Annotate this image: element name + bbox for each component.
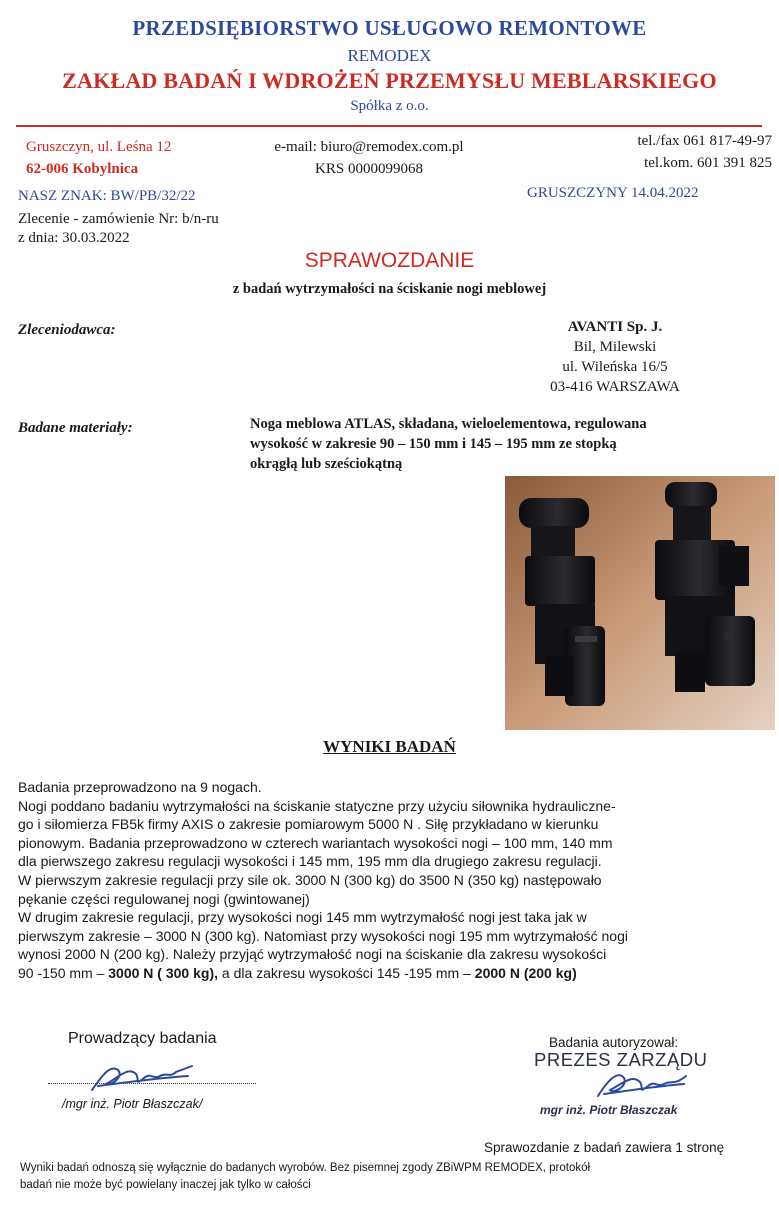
footer-disclaimer [20,1160,770,1194]
results-line: W drugim zakresie regulacji, przy wysokości nogi 145 mm wytrzymałość nogi jest taka jak w [18,909,587,926]
place-date: GRUSZCZYNY 14.04.2022 [527,185,699,201]
conclusion-text: 90 -150 mm – [18,964,109,981]
tester-signature-icon [88,1056,198,1100]
material-line: wysokość w zakresie 90 – 150 mm i 145 – 195 mm ze stopką [250,436,617,452]
division-name: ZAKŁAD BADAŃ I WDROŻEŃ PRZEMYSŁU MEBLARSKIEGO [62,68,717,93]
results-title: WYNIKI BADAŃ [323,737,456,756]
legal-form: Spółka z o.o. [350,98,429,114]
results-body [18,778,768,983]
header-divider [16,125,762,127]
address-city: 62-006 Kobylnica [26,161,139,177]
results-line: pękanie części regulowanej nogi (gwintowanej) [18,890,310,907]
conclusion-text: a dla zakresu wysokości 145 -195 mm – [218,964,475,981]
order-date: z dnia: 30.03.2022 [18,230,130,246]
krs-number: KRS 0000099068 [315,161,423,177]
client-people: Bil, Milewski [573,339,657,355]
results-line: go i siłomierza FB5k firmy AXIS o zakresie pomiarowym 5000 N . Siłę przykładano w kierunku [18,816,599,833]
results-line: Nogi poddano badaniu wytrzymałości na ściskanie statyczne przy użyciu siłownika hydrauliczne- [18,797,616,814]
phone-fax: tel./fax 061 817-49-97 [637,133,772,149]
pages-note: Sprawozdanie z badań zawiera 1 stronę [484,1140,725,1155]
email-text: e-mail: biuro@remodex.com.pl [274,139,464,155]
authorizer-name: mgr inż. Piotr Błaszczak [540,1103,678,1117]
client-street: ul. Wileńska 16/5 [562,359,668,375]
material-label: Badane materiały: [18,420,133,436]
reference-number: NASZ ZNAK: BW/PB/32/22 [18,188,196,204]
results-line: pionowym. Badania przeprowadzono w czterech wariantach wysokości nogi – 100 mm, 140 mm [18,834,613,851]
tester-name: /mgr inż. Piotr Błaszczak/ [62,1097,203,1111]
product-photo [505,476,775,730]
tester-label: Prowadzący badania [68,1030,217,1047]
authorizer-label: Badania autoryzował: [549,1035,679,1050]
results-line: pierwszym zakresie – 3000 N (300 kg). Natomiast przy wysokości nogi 195 mm wytrzymałość nogi [18,927,628,944]
results-line: Badania przeprowadzono na 9 nogach. [18,779,262,795]
results-line: dla pierwszego zakresu regulacji wysokości i 145 mm, 195 mm dla drugiego zakresu regulacji. [18,853,602,870]
client-label: Zleceniodawca: [18,322,116,338]
footer-line: Wyniki badań odnoszą się wyłącznie do badanych wyrobów. Bez pisemnej zgody ZBiWPM REMODEX, protokół [20,1162,591,1174]
authorizer-signature-icon [592,1064,692,1106]
report-subtitle: z badań wytrzymałości na ściskanie nogi meblowej [232,281,547,297]
company-phones [560,130,772,174]
results-conclusion [18,964,768,983]
order-number: Zlecenie - zamówienie Nr: b/n-ru [18,211,219,227]
authorizer-stamp: PREZES ZARZĄDU [534,1049,708,1070]
company-contact [254,136,484,180]
client-name: AVANTI Sp. J. [567,319,663,335]
results-line: W pierwszym zakresie regulacji przy sile ok. 3000 N (300 kg) do 3500 N (350 kg) następowało [18,871,602,888]
brand-name: REMODEX [347,46,432,65]
address-street: Gruszczyn, ul. Leśna 12 [26,139,172,155]
company-address [26,136,171,180]
report-title: SPRAWOZDANIE [304,249,475,272]
company-name: PRZEDSIĘBIORSTWO USŁUGOWO REMONTOWE [132,16,647,40]
client-block [470,317,760,397]
client-city: 03-416 WARSZAWA [550,379,680,395]
material-line: okrągłą lub sześciokątną [250,456,403,472]
material-description [250,414,770,474]
conclusion-value-range2: 2000 N (200 kg) [474,964,577,981]
material-line: Noga meblowa ATLAS, składana, wieloelementowa, regulowana [250,416,647,432]
footer-line: badań nie może być powielany inaczej jak tylko w całości [20,1179,311,1191]
results-line: wynosi 2000 N (200 kg). Należy przyjąć wytrzymałość nogi na ściskanie dla zakresu wysokości [18,946,607,963]
phone-mobile: tel.kom. 601 391 825 [644,155,772,171]
conclusion-value-range1: 3000 N ( 300 kg), [108,964,218,981]
